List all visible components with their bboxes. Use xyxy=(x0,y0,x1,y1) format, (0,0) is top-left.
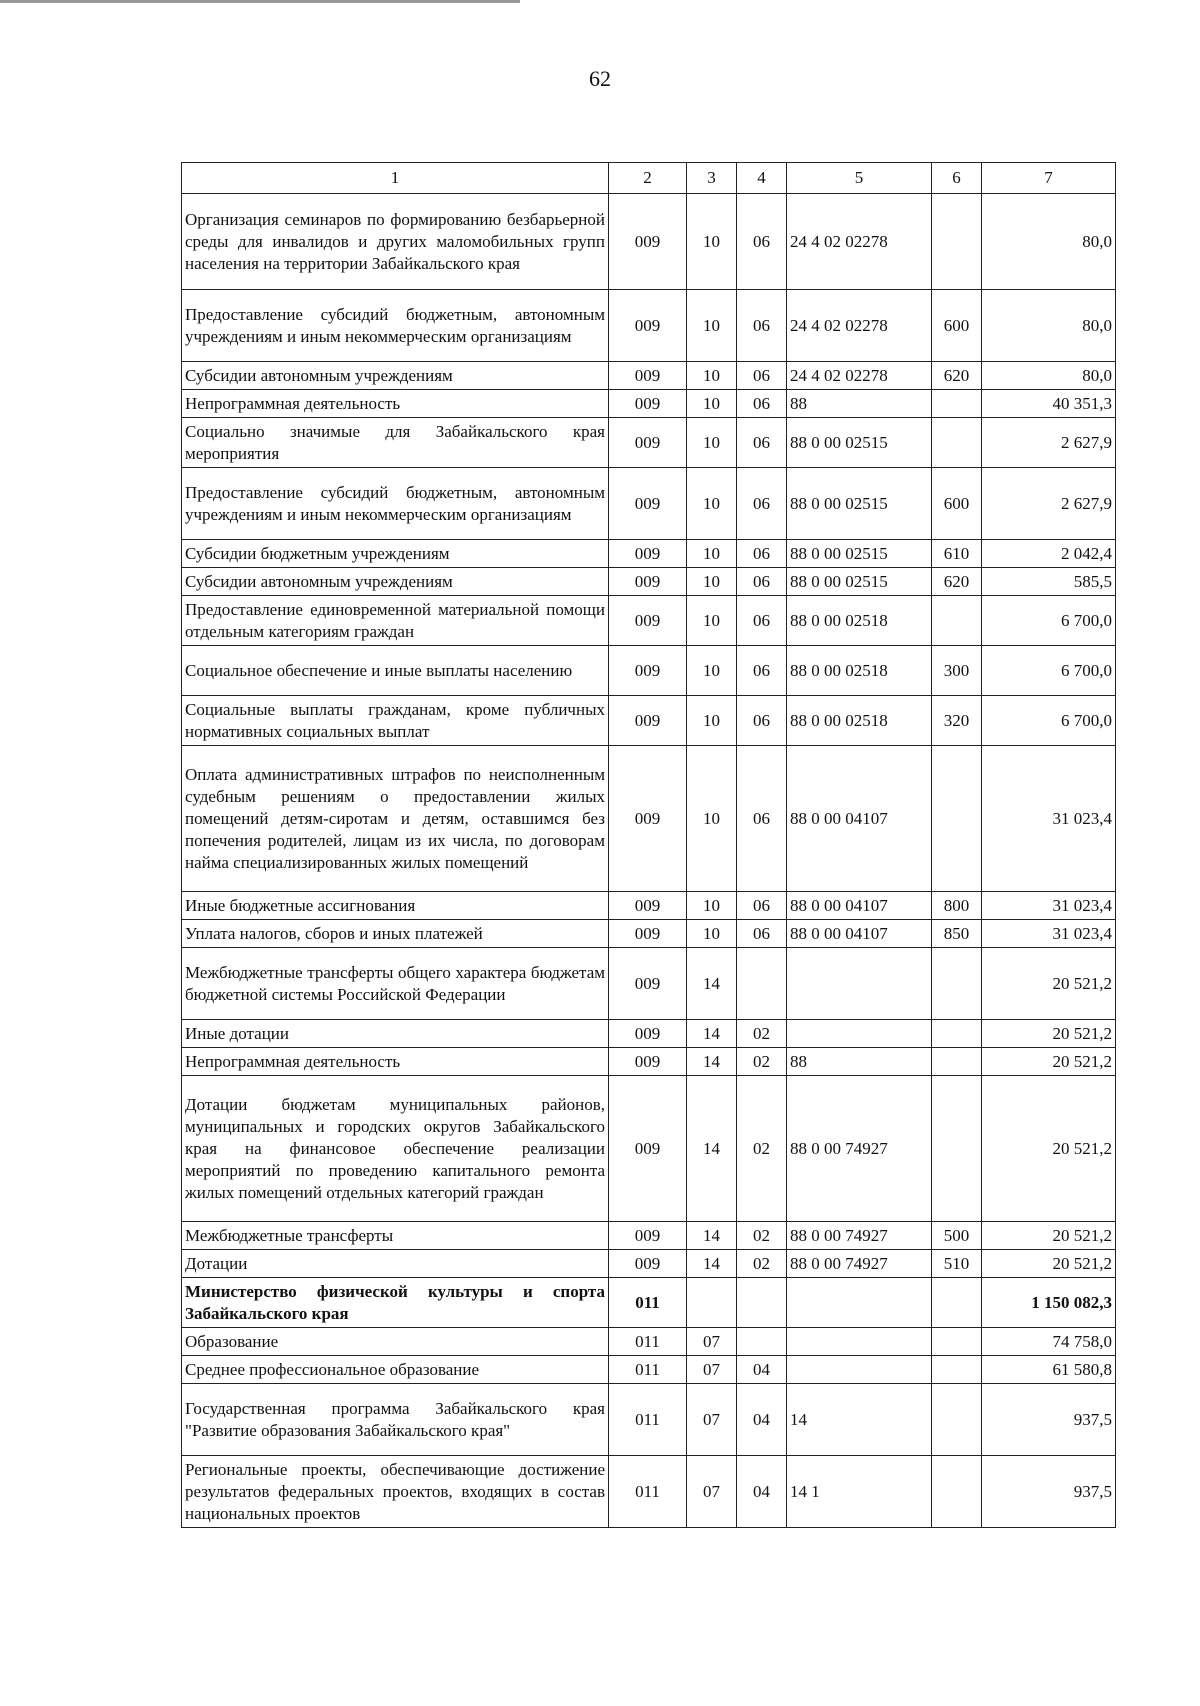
row-expense-type: 500 xyxy=(932,1222,982,1250)
header-col-3: 3 xyxy=(687,163,737,194)
row-target-article: 88 0 00 02518 xyxy=(787,596,932,646)
row-section: 10 xyxy=(687,646,737,696)
table-row xyxy=(182,1250,1116,1278)
row-subsection: 06 xyxy=(737,920,787,948)
row-target-article: 88 0 00 74927 xyxy=(787,1250,932,1278)
header-col-1: 1 xyxy=(182,163,609,194)
row-subsection: 06 xyxy=(737,418,787,468)
table-row xyxy=(182,1278,1116,1328)
row-subsection: 04 xyxy=(737,1456,787,1528)
row-expense-type xyxy=(932,746,982,892)
row-admin-code: 009 xyxy=(609,948,687,1020)
row-section: 10 xyxy=(687,892,737,920)
row-name: Государственная программа Забайкальского края "Развитие образования Забайкальского края" xyxy=(182,1384,609,1456)
row-subsection: 02 xyxy=(737,1250,787,1278)
row-name: Межбюджетные трансферты общего характера бюджетам бюджетной системы Российской Федерации xyxy=(182,948,609,1020)
table-row xyxy=(182,568,1116,596)
row-section: 10 xyxy=(687,746,737,892)
table-row xyxy=(182,362,1116,390)
row-expense-type xyxy=(932,596,982,646)
row-expense-type xyxy=(932,1328,982,1356)
header-col-4: 4 xyxy=(737,163,787,194)
table-row xyxy=(182,468,1116,540)
row-subsection: 02 xyxy=(737,1222,787,1250)
row-admin-code: 009 xyxy=(609,418,687,468)
row-name: Образование xyxy=(182,1328,609,1356)
table-row xyxy=(182,390,1116,418)
row-expense-type: 800 xyxy=(932,892,982,920)
row-amount: 20 521,2 xyxy=(982,1048,1116,1076)
table-row xyxy=(182,1328,1116,1356)
table-row xyxy=(182,1048,1116,1076)
row-admin-code: 011 xyxy=(609,1328,687,1356)
row-section: 10 xyxy=(687,696,737,746)
row-admin-code: 009 xyxy=(609,290,687,362)
row-subsection: 06 xyxy=(737,390,787,418)
row-name: Оплата административных штрафов по неисполненным судебным решениям о предоставлении жилых помещений детям-сиротам и детям, оставшимся без попечения родителей, лицам из их числа, по договорам найма специализированных жилых помещений xyxy=(182,746,609,892)
row-amount: 80,0 xyxy=(982,362,1116,390)
row-amount: 6 700,0 xyxy=(982,646,1116,696)
row-subsection xyxy=(737,1328,787,1356)
row-section: 14 xyxy=(687,948,737,1020)
table-row xyxy=(182,1456,1116,1528)
row-target-article: 88 xyxy=(787,390,932,418)
row-name: Региональные проекты, обеспечивающие достижение результатов федеральных проектов, входящих в состав национальных проектов xyxy=(182,1456,609,1528)
row-amount: 6 700,0 xyxy=(982,696,1116,746)
row-target-article xyxy=(787,1278,932,1328)
row-section: 10 xyxy=(687,290,737,362)
row-target-article: 88 0 00 02518 xyxy=(787,696,932,746)
row-name: Социальные выплаты гражданам, кроме публичных нормативных социальных выплат xyxy=(182,696,609,746)
row-expense-type xyxy=(932,1384,982,1456)
row-amount: 2 627,9 xyxy=(982,468,1116,540)
row-name: Министерство физической культуры и спорта Забайкальского края xyxy=(182,1278,609,1328)
row-target-article: 88 0 00 04107 xyxy=(787,920,932,948)
row-section: 10 xyxy=(687,596,737,646)
table-body xyxy=(182,194,1116,1528)
row-admin-code: 009 xyxy=(609,646,687,696)
row-subsection: 06 xyxy=(737,290,787,362)
row-amount: 80,0 xyxy=(982,290,1116,362)
row-amount: 20 521,2 xyxy=(982,1250,1116,1278)
row-subsection: 02 xyxy=(737,1076,787,1222)
table-row xyxy=(182,920,1116,948)
row-amount: 80,0 xyxy=(982,194,1116,290)
row-subsection xyxy=(737,948,787,1020)
row-target-article: 88 0 00 04107 xyxy=(787,746,932,892)
header-col-5: 5 xyxy=(787,163,932,194)
row-subsection: 06 xyxy=(737,362,787,390)
row-expense-type xyxy=(932,1020,982,1048)
row-name: Дотации xyxy=(182,1250,609,1278)
row-amount: 20 521,2 xyxy=(982,1222,1116,1250)
row-name: Непрограммная деятельность xyxy=(182,390,609,418)
row-amount: 2 627,9 xyxy=(982,418,1116,468)
row-admin-code: 009 xyxy=(609,194,687,290)
table-row xyxy=(182,948,1116,1020)
table-row xyxy=(182,1076,1116,1222)
row-amount: 61 580,8 xyxy=(982,1356,1116,1384)
row-amount: 31 023,4 xyxy=(982,892,1116,920)
header-row xyxy=(182,163,1116,194)
table-row xyxy=(182,540,1116,568)
row-amount: 937,5 xyxy=(982,1384,1116,1456)
row-admin-code: 009 xyxy=(609,1250,687,1278)
row-section: 10 xyxy=(687,390,737,418)
row-expense-type xyxy=(932,194,982,290)
row-expense-type: 620 xyxy=(932,362,982,390)
row-expense-type xyxy=(932,1456,982,1528)
row-section: 14 xyxy=(687,1020,737,1048)
table-row xyxy=(182,746,1116,892)
row-admin-code: 009 xyxy=(609,920,687,948)
row-admin-code: 009 xyxy=(609,1222,687,1250)
row-name: Социальное обеспечение и иные выплаты населению xyxy=(182,646,609,696)
row-section: 10 xyxy=(687,920,737,948)
row-subsection: 06 xyxy=(737,696,787,746)
row-subsection: 06 xyxy=(737,746,787,892)
table-row xyxy=(182,596,1116,646)
row-section: 07 xyxy=(687,1328,737,1356)
row-amount: 74 758,0 xyxy=(982,1328,1116,1356)
row-admin-code: 011 xyxy=(609,1456,687,1528)
row-target-article: 24 4 02 02278 xyxy=(787,362,932,390)
row-admin-code: 009 xyxy=(609,540,687,568)
row-subsection xyxy=(737,1278,787,1328)
row-amount: 6 700,0 xyxy=(982,596,1116,646)
row-target-article: 88 0 00 02515 xyxy=(787,540,932,568)
row-admin-code: 011 xyxy=(609,1384,687,1456)
row-subsection: 06 xyxy=(737,646,787,696)
row-admin-code: 009 xyxy=(609,362,687,390)
row-target-article xyxy=(787,1328,932,1356)
row-subsection: 04 xyxy=(737,1356,787,1384)
row-subsection: 06 xyxy=(737,568,787,596)
table-row xyxy=(182,418,1116,468)
row-expense-type: 850 xyxy=(932,920,982,948)
row-subsection: 04 xyxy=(737,1384,787,1456)
row-admin-code: 009 xyxy=(609,1076,687,1222)
row-target-article xyxy=(787,1356,932,1384)
row-section: 07 xyxy=(687,1356,737,1384)
row-admin-code: 009 xyxy=(609,746,687,892)
header-col-2: 2 xyxy=(609,163,687,194)
row-admin-code: 009 xyxy=(609,596,687,646)
row-name: Субсидии бюджетным учреждениям xyxy=(182,540,609,568)
row-section: 14 xyxy=(687,1222,737,1250)
table-row xyxy=(182,1020,1116,1048)
table-row xyxy=(182,194,1116,290)
row-section: 14 xyxy=(687,1250,737,1278)
row-target-article: 88 0 00 02515 xyxy=(787,468,932,540)
row-expense-type xyxy=(932,1278,982,1328)
row-expense-type xyxy=(932,948,982,1020)
row-admin-code: 009 xyxy=(609,892,687,920)
row-expense-type xyxy=(932,1356,982,1384)
row-target-article xyxy=(787,1020,932,1048)
row-admin-code: 009 xyxy=(609,390,687,418)
table-row xyxy=(182,1222,1116,1250)
row-expense-type xyxy=(932,1076,982,1222)
row-section: 10 xyxy=(687,362,737,390)
row-target-article: 14 xyxy=(787,1384,932,1456)
row-target-article: 88 0 00 74927 xyxy=(787,1222,932,1250)
row-admin-code: 009 xyxy=(609,468,687,540)
table-row xyxy=(182,290,1116,362)
row-subsection: 06 xyxy=(737,540,787,568)
row-name: Уплата налогов, сборов и иных платежей xyxy=(182,920,609,948)
table-row xyxy=(182,892,1116,920)
row-expense-type xyxy=(932,418,982,468)
row-target-article: 88 0 00 04107 xyxy=(787,892,932,920)
row-amount: 937,5 xyxy=(982,1456,1116,1528)
row-section: 14 xyxy=(687,1048,737,1076)
row-subsection: 02 xyxy=(737,1020,787,1048)
row-target-article: 88 0 00 74927 xyxy=(787,1076,932,1222)
row-name: Дотации бюджетам муниципальных районов, муниципальных и городских округов Забайкальского края на финансовое обеспечение реализации мероприятий по проведению капитального ремонта жилых помещений отдельных категорий граждан xyxy=(182,1076,609,1222)
row-name: Предоставление субсидий бюджетным, автономным учреждениям и иным некоммерческим организациям xyxy=(182,468,609,540)
row-name: Предоставление единовременной материальной помощи отдельным категориям граждан xyxy=(182,596,609,646)
row-section: 10 xyxy=(687,568,737,596)
row-expense-type: 620 xyxy=(932,568,982,596)
row-section: 10 xyxy=(687,540,737,568)
row-expense-type: 610 xyxy=(932,540,982,568)
row-admin-code: 011 xyxy=(609,1278,687,1328)
row-subsection: 06 xyxy=(737,892,787,920)
row-name: Субсидии автономным учреждениям xyxy=(182,362,609,390)
budget-table xyxy=(181,162,1116,1528)
row-subsection: 06 xyxy=(737,468,787,540)
row-subsection: 06 xyxy=(737,596,787,646)
row-expense-type xyxy=(932,1048,982,1076)
page-number: 62 xyxy=(589,66,611,91)
row-target-article xyxy=(787,948,932,1020)
table-row xyxy=(182,696,1116,746)
row-section xyxy=(687,1278,737,1328)
row-name: Предоставление субсидий бюджетным, автономным учреждениям и иным некоммерческим организациям xyxy=(182,290,609,362)
row-target-article: 88 xyxy=(787,1048,932,1076)
row-name: Социально значимые для Забайкальского края мероприятия xyxy=(182,418,609,468)
row-target-article: 14 1 xyxy=(787,1456,932,1528)
row-section: 10 xyxy=(687,468,737,540)
row-expense-type: 300 xyxy=(932,646,982,696)
top-rule xyxy=(0,0,520,3)
row-target-article: 88 0 00 02518 xyxy=(787,646,932,696)
row-admin-code: 009 xyxy=(609,568,687,596)
row-name: Субсидии автономным учреждениям xyxy=(182,568,609,596)
row-section: 10 xyxy=(687,194,737,290)
row-expense-type: 510 xyxy=(932,1250,982,1278)
row-amount: 31 023,4 xyxy=(982,920,1116,948)
row-amount: 585,5 xyxy=(982,568,1116,596)
row-amount: 2 042,4 xyxy=(982,540,1116,568)
row-admin-code: 009 xyxy=(609,1048,687,1076)
row-name: Иные дотации xyxy=(182,1020,609,1048)
row-expense-type: 600 xyxy=(932,468,982,540)
row-admin-code: 011 xyxy=(609,1356,687,1384)
row-name: Непрограммная деятельность xyxy=(182,1048,609,1076)
header-col-7: 7 xyxy=(982,163,1116,194)
row-name: Межбюджетные трансферты xyxy=(182,1222,609,1250)
row-name: Организация семинаров по формированию безбарьерной среды для инвалидов и других маломобильных групп населения на территории Забайкальского края xyxy=(182,194,609,290)
row-admin-code: 009 xyxy=(609,696,687,746)
row-target-article: 88 0 00 02515 xyxy=(787,418,932,468)
row-name: Среднее профессиональное образование xyxy=(182,1356,609,1384)
row-section: 14 xyxy=(687,1076,737,1222)
row-amount: 31 023,4 xyxy=(982,746,1116,892)
row-amount: 40 351,3 xyxy=(982,390,1116,418)
row-amount: 20 521,2 xyxy=(982,1020,1116,1048)
row-target-article: 88 0 00 02515 xyxy=(787,568,932,596)
row-section: 07 xyxy=(687,1456,737,1528)
row-expense-type: 600 xyxy=(932,290,982,362)
row-section: 07 xyxy=(687,1384,737,1456)
row-expense-type xyxy=(932,390,982,418)
row-section: 10 xyxy=(687,418,737,468)
header-col-6: 6 xyxy=(932,163,982,194)
row-target-article: 24 4 02 02278 xyxy=(787,290,932,362)
row-amount: 20 521,2 xyxy=(982,948,1116,1020)
row-amount: 20 521,2 xyxy=(982,1076,1116,1222)
row-subsection: 06 xyxy=(737,194,787,290)
row-expense-type: 320 xyxy=(932,696,982,746)
row-target-article: 24 4 02 02278 xyxy=(787,194,932,290)
table-row xyxy=(182,646,1116,696)
table-row xyxy=(182,1356,1116,1384)
row-amount: 1 150 082,3 xyxy=(982,1278,1116,1328)
row-subsection: 02 xyxy=(737,1048,787,1076)
table-row xyxy=(182,1384,1116,1456)
row-name: Иные бюджетные ассигнования xyxy=(182,892,609,920)
row-admin-code: 009 xyxy=(609,1020,687,1048)
